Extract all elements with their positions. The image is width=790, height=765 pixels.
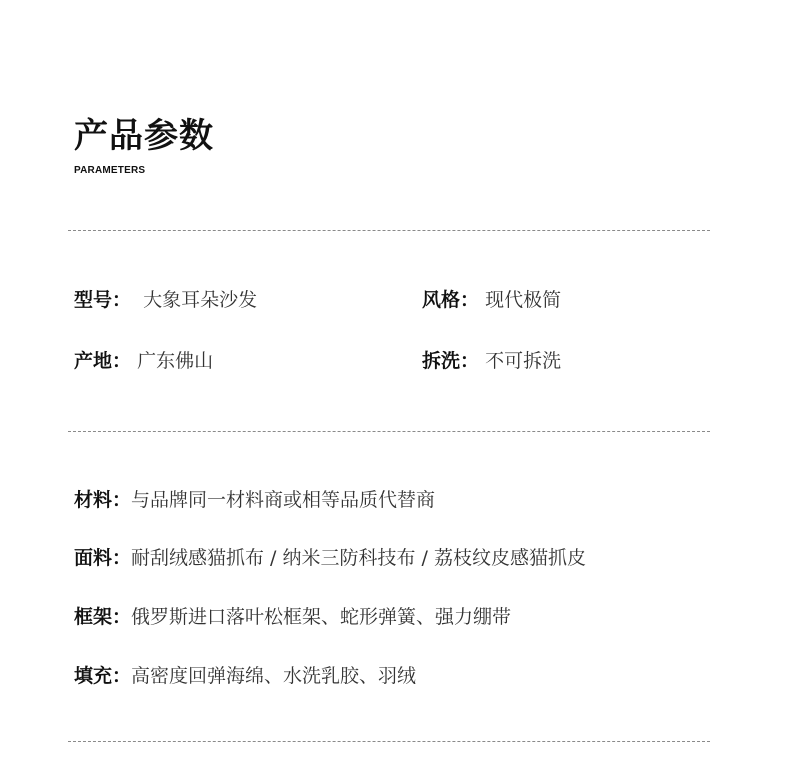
page-title: 产品参数: [74, 116, 214, 156]
param-filling: [74, 663, 416, 689]
param-value: 高密度回弹海绵、水洗乳胶、羽绒: [131, 665, 417, 687]
param-model: [74, 287, 257, 313]
divider: [68, 230, 710, 231]
param-label: 型号：: [74, 289, 132, 311]
divider: [68, 741, 710, 742]
param-label: 材料：: [74, 489, 132, 511]
param-value: 俄罗斯进口落叶松框架、蛇形弹簧、强力绷带: [131, 606, 512, 628]
param-value: 现代极简: [485, 289, 562, 311]
param-value: 广东佛山: [137, 350, 214, 372]
param-style: [422, 287, 561, 313]
param-label: 风格：: [422, 289, 480, 311]
param-label: 填充：: [74, 665, 132, 687]
param-origin: [74, 348, 213, 374]
param-label: 拆洗：: [422, 350, 480, 372]
divider: [68, 431, 710, 432]
param-washable: [422, 348, 561, 374]
param-value: 与品牌同一材料商或相等品质代替商: [131, 489, 436, 511]
param-value: 不可拆洗: [485, 350, 562, 372]
param-value: 大象耳朵沙发: [143, 289, 258, 311]
param-value: 耐刮绒感猫抓布 / 纳米三防科技布 / 荔枝纹皮感猫抓皮: [131, 547, 586, 569]
param-material: [74, 487, 435, 513]
param-label: 面料：: [74, 547, 132, 569]
param-fabric: [74, 545, 586, 571]
param-label: 框架：: [74, 606, 132, 628]
param-label: 产地：: [74, 350, 132, 372]
param-frame: [74, 604, 511, 630]
page-subtitle: PARAMETERS: [74, 165, 146, 176]
